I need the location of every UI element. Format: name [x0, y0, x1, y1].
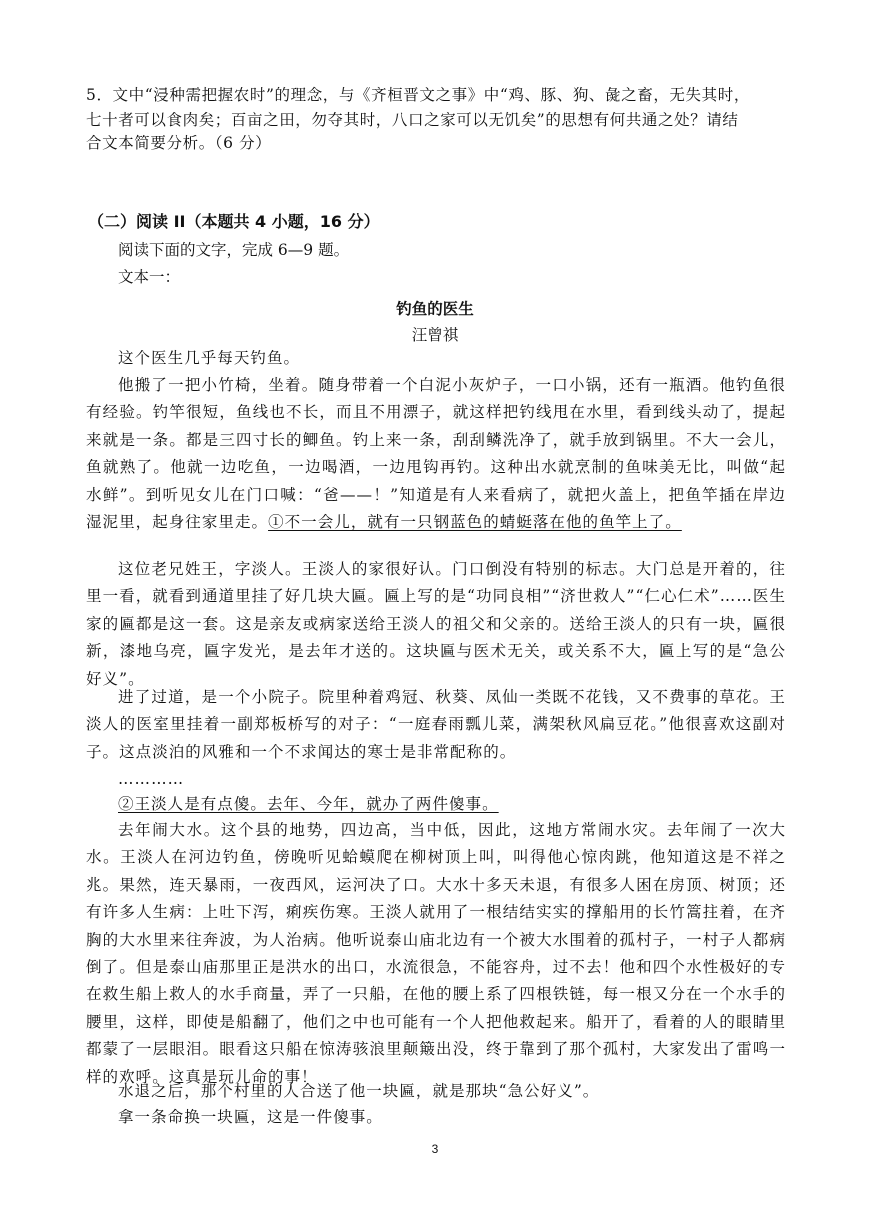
- paragraph-8: 拿一条命换一块匾，这是一件傻事。: [118, 1108, 383, 1126]
- question-5-line-2: 七十者可以食肉矣；百亩之田，勿夺其时，八口之家可以无饥矣”的思想有何共通之处？请结: [86, 111, 739, 129]
- paragraph-7: 水退之后，那个村里的人合送了他一块匾，就是那块“急公好义”。: [118, 1082, 600, 1100]
- question-5-line-3: 合文本简要分析。（6 分）: [86, 134, 272, 152]
- paragraph-2: 他搬了一把小竹椅，坐着。随身带着一个白泥小灰炉子，一口小锅，还有一瓶酒。他钓鱼很有经验。钓竿很短，鱼线也不长，而且不用漂子，就这样把钓线甩在水里，看到线头动了，提起来就是一条。都是三四寸长的鲫鱼。钓上来一条，刮刮鳞洗净了，就手放到锅里。不大一会儿，鱼就熟了。他就一边吃鱼，一边喝酒，一边甩钩再钓。这种出水就烹制的鱼味美无比，叫做“起水鲜”。到听见女儿在门口喊：“爸——！”知道是有人来看病了，就把火盖上，把鱼竿插在岸边湿泥里，起身往家里走。①不一会儿，就有一只钢蓝色的蜻蜓落在他的鱼竿上了。: [86, 376, 786, 532]
- text-label: 文本一：: [118, 268, 181, 286]
- question-5-line-1: 5．文中“浸种需把握农时”的理念，与《齐桓晋文之事》中“鸡、豚、狗、彘之畜，无失其时，: [86, 86, 750, 104]
- page-number: 3: [431, 1142, 439, 1156]
- marked-sentence-1: ①不一会儿，就有一只钢蓝色的蜻蜓落在他的鱼竿上了。: [268, 513, 682, 532]
- article-title: 钓鱼的医生: [396, 300, 474, 318]
- paragraph-5: [86, 791, 786, 818]
- article-author: 汪曾祺: [411, 326, 459, 344]
- ellipsis: …………: [118, 770, 185, 788]
- section-instruction: 阅读下面的文字，完成 6—9 题。: [118, 241, 350, 259]
- paragraph-6: 去年闹大水。这个县的地势，四边高，当中低，因此，这地方常闹水灾。去年闹了一次大水。王淡人在河边钓鱼，傍晚听见蛤蟆爬在柳树顶上叫，叫得他心惊肉跳，他知道这是不祥之兆。果然，连天暴雨，一夜西风，运河决了口。大水十多天未退，有很多人困在房顶、树顶；还有许多人生病：上吐下泻，痢疾伤寒。王淡人就用了一根结结实实的撑船用的长竹篙拄着，在齐胸的大水里来往奔波，为人治病。他听说泰山庙北边有一个被大水围着的孤村子，一村子人都病倒了。但是泰山庙那里正是洪水的出口，水流很急，不能容舟，过不去！他和四个水性极好的专在救生船上救人的水手商量，弄了一只船，在他的腰上系了四根铁链，每一根又分在一个水手的腰里，这样，即使是船翻了，他们之中也可能有一个人把他救起来。船开了，看着的人的眼睛里都蒙了一层眼泪。眼看这只船在惊涛骇浪里颠簸出没，终于靠到了那个孤村，大家发出了雷鸣一样的欢呼。这真是玩儿命的事！: [86, 821, 786, 1086]
- paragraph-4: 进了过道，是一个小院子。院里种着鸡冠、秋葵、凤仙一类既不花钱，又不费事的草花。王淡人的医室里挂着一副郑板桥写的对子：“一庭春雨瓢儿菜，满架秋风扁豆花。”他很喜欢这副对子。这点淡泊的风雅和一个不求闻达的寒士是非常配称的。: [86, 688, 786, 761]
- paragraph-1: 这个医生几乎每天钓鱼。: [118, 349, 301, 367]
- marked-sentence-2: ②王淡人是有点傻。去年、今年，就办了两件傻事。: [118, 795, 499, 813]
- section-heading: （二）阅读 II（本题共 4 小题，16 分）: [88, 212, 380, 231]
- paragraph-3: 这位老兄姓王，字淡人。王淡人的家很好认。门口倒没有特别的标志。大门总是开着的，往里一看，就看到通道里挂了好几块大匾。匾上写的是“功同良相”“济世救人”“仁心仁术”……医生家的匾都是这一套。这是亲友或病家送给王淡人的祖父和父亲的。送给王淡人的只有一块，匾很新，漆地乌亮，匾字发光，是去年才送的。这块匾与医术无关，或关系不大，匾上写的是“急公好义”。: [86, 560, 786, 688]
